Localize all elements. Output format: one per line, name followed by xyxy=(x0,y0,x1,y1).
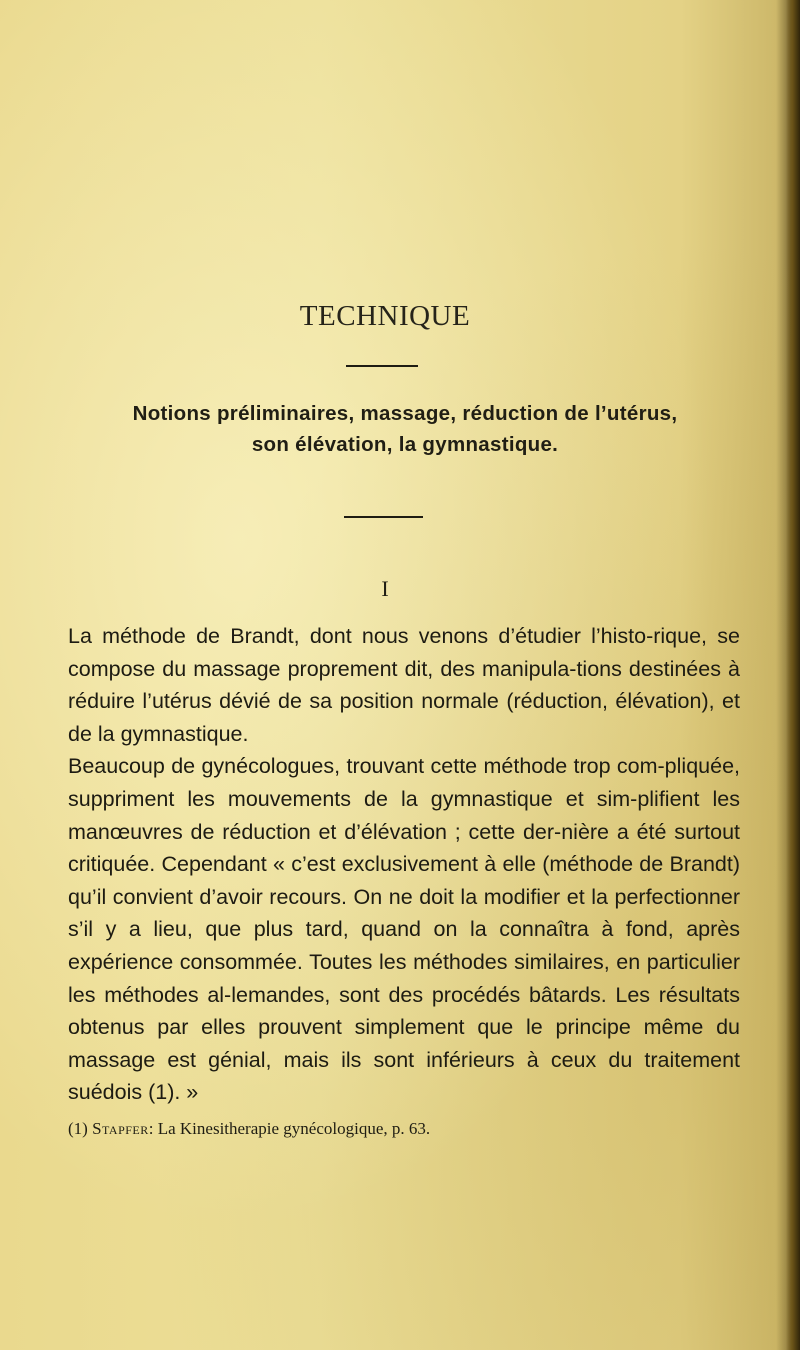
body-text xyxy=(68,620,740,1109)
chapter-subtitle xyxy=(40,398,770,460)
footnote-marker: (1) xyxy=(68,1119,88,1138)
section-number: I xyxy=(381,576,389,601)
paragraph-2: Beaucoup de gynécologues, trouvant cette méthode trop com-pliquée, suppriment les mouvements de la gymnastique et sim-plifient les manœuvres de réduction et d’élévation ; cette der-nière a été surtout critiquée. Cependant « c’est exclusivement à elle (méthode de Brandt) qu’il convient d’avoir recours. On ne doit la modifier et la perfectionner s’il y a lieu, que plus tard, quand on la connaîtra à fond, après expérience consommée. Toutes les méthodes similaires, en particulier les méthodes al-lemandes, sont des procédés bâtards. Les résultats obtenus par elles prouvent simplement que le principe même du massage est génial, mais ils sont inférieurs à ceux du traitement suédois (1). » xyxy=(68,754,740,1105)
subtitle-divider xyxy=(344,516,423,518)
footnote xyxy=(68,1119,740,1139)
page-edge-shadow xyxy=(786,0,800,1350)
subtitle-line-2: son élévation, la gymnastique. xyxy=(251,433,559,456)
subtitle-line-1: Notions préliminaires, massage, réduction de l’utérus, xyxy=(132,402,678,425)
footnote-author: Stapfer xyxy=(92,1119,149,1138)
title-divider xyxy=(346,365,418,367)
paragraph-1: La méthode de Brandt, dont nous venons d’étudier l’histo-rique, se compose du massage proprement dit, des manipula-tions destinées à réduire l’utérus dévié de sa position normale (réduction, élévation), et de la gymnastique. xyxy=(68,624,740,746)
chapter-title: TECHNIQUE xyxy=(299,300,471,332)
footnote-text: : La Kinesitherapie gynécologique, p. 63. xyxy=(148,1119,431,1138)
